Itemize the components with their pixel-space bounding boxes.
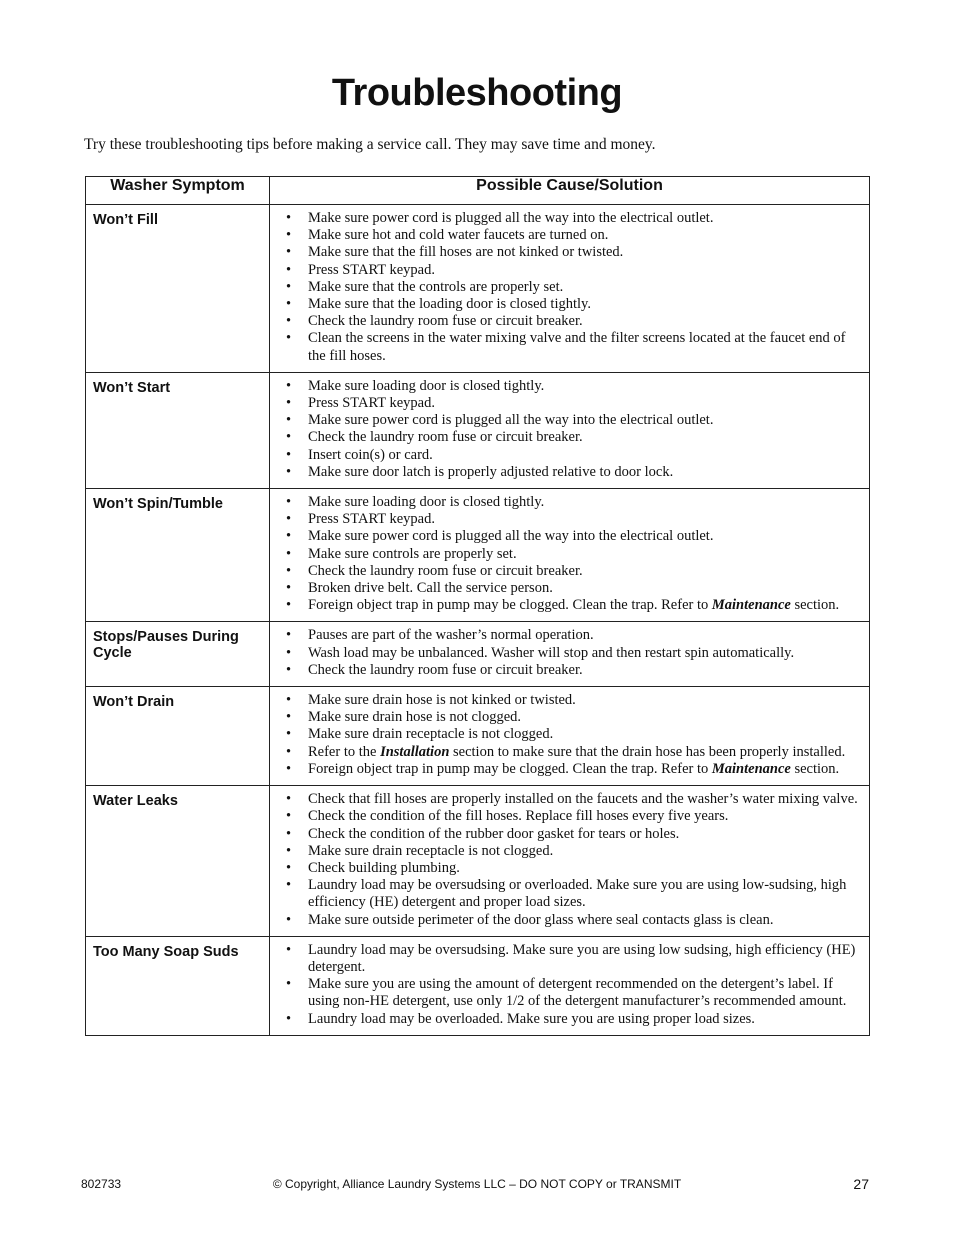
item-text: Make sure power cord is plugged all the way into the electrical outlet. xyxy=(308,528,714,545)
list-item xyxy=(270,546,865,563)
item-text: Insert coin(s) or card. xyxy=(308,446,433,463)
list-item xyxy=(270,726,865,743)
symptom-cell: Won’t Start xyxy=(86,372,270,488)
page-title: Troubleshooting xyxy=(331,72,623,114)
item-text: Make sure hot and cold water faucets are turned on. xyxy=(308,227,609,244)
item-text: Check the laundry room fuse or circuit breaker. xyxy=(308,562,583,579)
item-text: Make sure door latch is properly adjusted relative to door lock. xyxy=(308,463,674,480)
list-item xyxy=(270,744,865,761)
footer-copyright: © Copyright, Alliance Laundry Systems LLC – DO NOT COPY or TRANSMIT xyxy=(272,1177,682,1191)
list-item xyxy=(270,378,865,395)
solution-cell xyxy=(270,622,870,687)
item-text: Check the condition of the rubber door gasket for tears or holes. xyxy=(308,825,680,842)
table-row xyxy=(86,687,870,786)
item-text: Check the laundry room fuse or circuit breaker. xyxy=(308,313,583,330)
section-reference: Maintenance xyxy=(711,760,791,777)
footer-doc-number: 802733 xyxy=(81,1177,122,1191)
list-item xyxy=(270,877,865,911)
symptom-cell: Water Leaks xyxy=(86,786,270,937)
item-text: Make sure drain receptacle is not clogged. xyxy=(308,726,554,743)
item-text: Foreign object trap in pump may be clogged. Clean the trap. Refer to xyxy=(308,597,712,614)
list-item xyxy=(270,244,865,261)
item-text: Broken drive belt. Call the service person. xyxy=(308,580,553,597)
list-item xyxy=(270,395,865,412)
item-text: Check that fill hoses are properly installed on the faucets and the washer’s water mixing valve. xyxy=(308,791,858,808)
list-item xyxy=(270,662,865,679)
list-item xyxy=(270,227,865,244)
list-item xyxy=(270,912,865,929)
solution-list xyxy=(270,791,865,929)
intro-text: Try these troubleshooting tips before making a service call. They may save time and money. xyxy=(84,136,656,153)
list-item xyxy=(270,976,865,1010)
item-text: Make sure that the controls are properly set. xyxy=(308,278,564,295)
section-reference: Installation xyxy=(380,743,450,760)
item-text: Make sure loading door is closed tightly. xyxy=(308,494,545,511)
item-text: Make sure you are using the amount of detergent recommended on the detergent’s label. If using non-HE detergent, use only 1/2 of the detergent manufacturer’s recommended amount. xyxy=(308,976,847,1010)
header-possible-cause-solution: Possible Cause/Solution xyxy=(270,177,870,205)
list-item xyxy=(270,494,865,511)
table-row xyxy=(86,372,870,488)
list-item xyxy=(270,709,865,726)
footer-page-number: 27 xyxy=(853,1176,869,1192)
item-text: Make sure power cord is plugged all the way into the electrical outlet. xyxy=(308,412,714,429)
list-item xyxy=(270,791,865,808)
solution-cell xyxy=(270,936,870,1035)
list-item xyxy=(270,808,865,825)
item-text: Press START keypad. xyxy=(308,395,435,412)
item-text: Make sure that the loading door is closed tightly. xyxy=(308,296,591,313)
item-text: Check the laundry room fuse or circuit breaker. xyxy=(308,429,583,446)
list-item xyxy=(270,296,865,313)
troubleshooting-table xyxy=(85,176,870,1036)
solution-cell xyxy=(270,205,870,373)
list-item xyxy=(270,1011,865,1028)
list-item xyxy=(270,826,865,843)
item-text: Foreign object trap in pump may be clogged. Clean the trap. Refer to xyxy=(308,760,712,777)
list-item xyxy=(270,692,865,709)
item-text: Make sure drain receptacle is not clogged. xyxy=(308,842,554,859)
table-body xyxy=(86,205,870,1036)
solution-cell xyxy=(270,786,870,937)
solution-list xyxy=(270,494,865,614)
symptom-cell: Won’t Fill xyxy=(86,205,270,373)
symptom-cell: Too Many Soap Suds xyxy=(86,936,270,1035)
list-item xyxy=(270,464,865,481)
solution-cell xyxy=(270,687,870,786)
solution-list xyxy=(270,210,865,365)
item-text: Make sure power cord is plugged all the way into the electrical outlet. xyxy=(308,210,714,226)
list-item xyxy=(270,330,865,364)
list-item xyxy=(270,563,865,580)
solution-cell xyxy=(270,372,870,488)
item-text: section. xyxy=(790,760,840,777)
symptom-cell: Won’t Drain xyxy=(86,687,270,786)
list-item xyxy=(270,627,865,644)
list-item xyxy=(270,429,865,446)
table-row xyxy=(86,205,870,373)
header-washer-symptom: Washer Symptom xyxy=(86,177,270,205)
list-item xyxy=(270,942,865,976)
item-text: Make sure outside perimeter of the door glass where seal contacts glass is clean. xyxy=(308,911,774,928)
symptom-cell: Stops/Pauses During Cycle xyxy=(86,622,270,687)
item-text: Check building plumbing. xyxy=(308,859,460,876)
list-item xyxy=(270,645,865,662)
table-row xyxy=(86,786,870,937)
item-text: Check the condition of the fill hoses. Replace fill hoses every five years. xyxy=(308,808,729,825)
item-text: section. xyxy=(790,597,840,614)
item-text: Pauses are part of the washer’s normal operation. xyxy=(308,627,594,644)
item-text: Laundry load may be oversudsing. Make sure you are using low sudsing, high efficiency (HE) detergent. xyxy=(308,941,856,975)
item-text: Make sure loading door is closed tightly. xyxy=(308,377,545,394)
list-item xyxy=(270,860,865,877)
item-text: Make sure drain hose is not clogged. xyxy=(308,709,522,726)
item-text: Laundry load may be oversudsing or overloaded. Make sure you are using low-sudsing, high efficiency (HE) detergent and proper load sizes. xyxy=(308,877,847,911)
list-item xyxy=(270,597,865,614)
list-item xyxy=(270,761,865,778)
item-text: section to make sure that the drain hose has been properly installed. xyxy=(449,743,846,760)
solution-cell xyxy=(270,489,870,622)
table-header-row xyxy=(86,177,870,205)
solution-list xyxy=(270,942,865,1028)
item-text: Press START keypad. xyxy=(308,261,435,278)
solution-list xyxy=(270,627,865,679)
table-row xyxy=(86,936,870,1035)
table-row xyxy=(86,489,870,622)
table-row xyxy=(86,622,870,687)
item-text: Refer to the xyxy=(308,743,381,760)
list-item xyxy=(270,580,865,597)
list-item xyxy=(270,279,865,296)
list-item xyxy=(270,412,865,429)
item-text: Press START keypad. xyxy=(308,511,435,528)
list-item xyxy=(270,528,865,545)
item-text: Check the laundry room fuse or circuit breaker. xyxy=(308,661,583,678)
symptom-cell: Won’t Spin/Tumble xyxy=(86,489,270,622)
section-reference: Maintenance xyxy=(711,597,791,614)
list-item xyxy=(270,210,865,227)
item-text: Make sure that the fill hoses are not kinked or twisted. xyxy=(308,244,624,261)
solution-list xyxy=(270,378,865,481)
list-item xyxy=(270,511,865,528)
solution-list xyxy=(270,692,865,778)
list-item xyxy=(270,262,865,279)
item-text: Clean the screens in the water mixing valve and the filter screens located at the faucet end of the fill hoses. xyxy=(308,330,846,364)
item-text: Make sure drain hose is not kinked or twisted. xyxy=(308,692,576,709)
list-item xyxy=(270,313,865,330)
item-text: Laundry load may be overloaded. Make sure you are using proper load sizes. xyxy=(308,1010,755,1027)
item-text: Wash load may be unbalanced. Washer will stop and then restart spin automatically. xyxy=(308,644,795,661)
list-item xyxy=(270,447,865,464)
item-text: Make sure controls are properly set. xyxy=(308,545,517,562)
list-item xyxy=(270,843,865,860)
